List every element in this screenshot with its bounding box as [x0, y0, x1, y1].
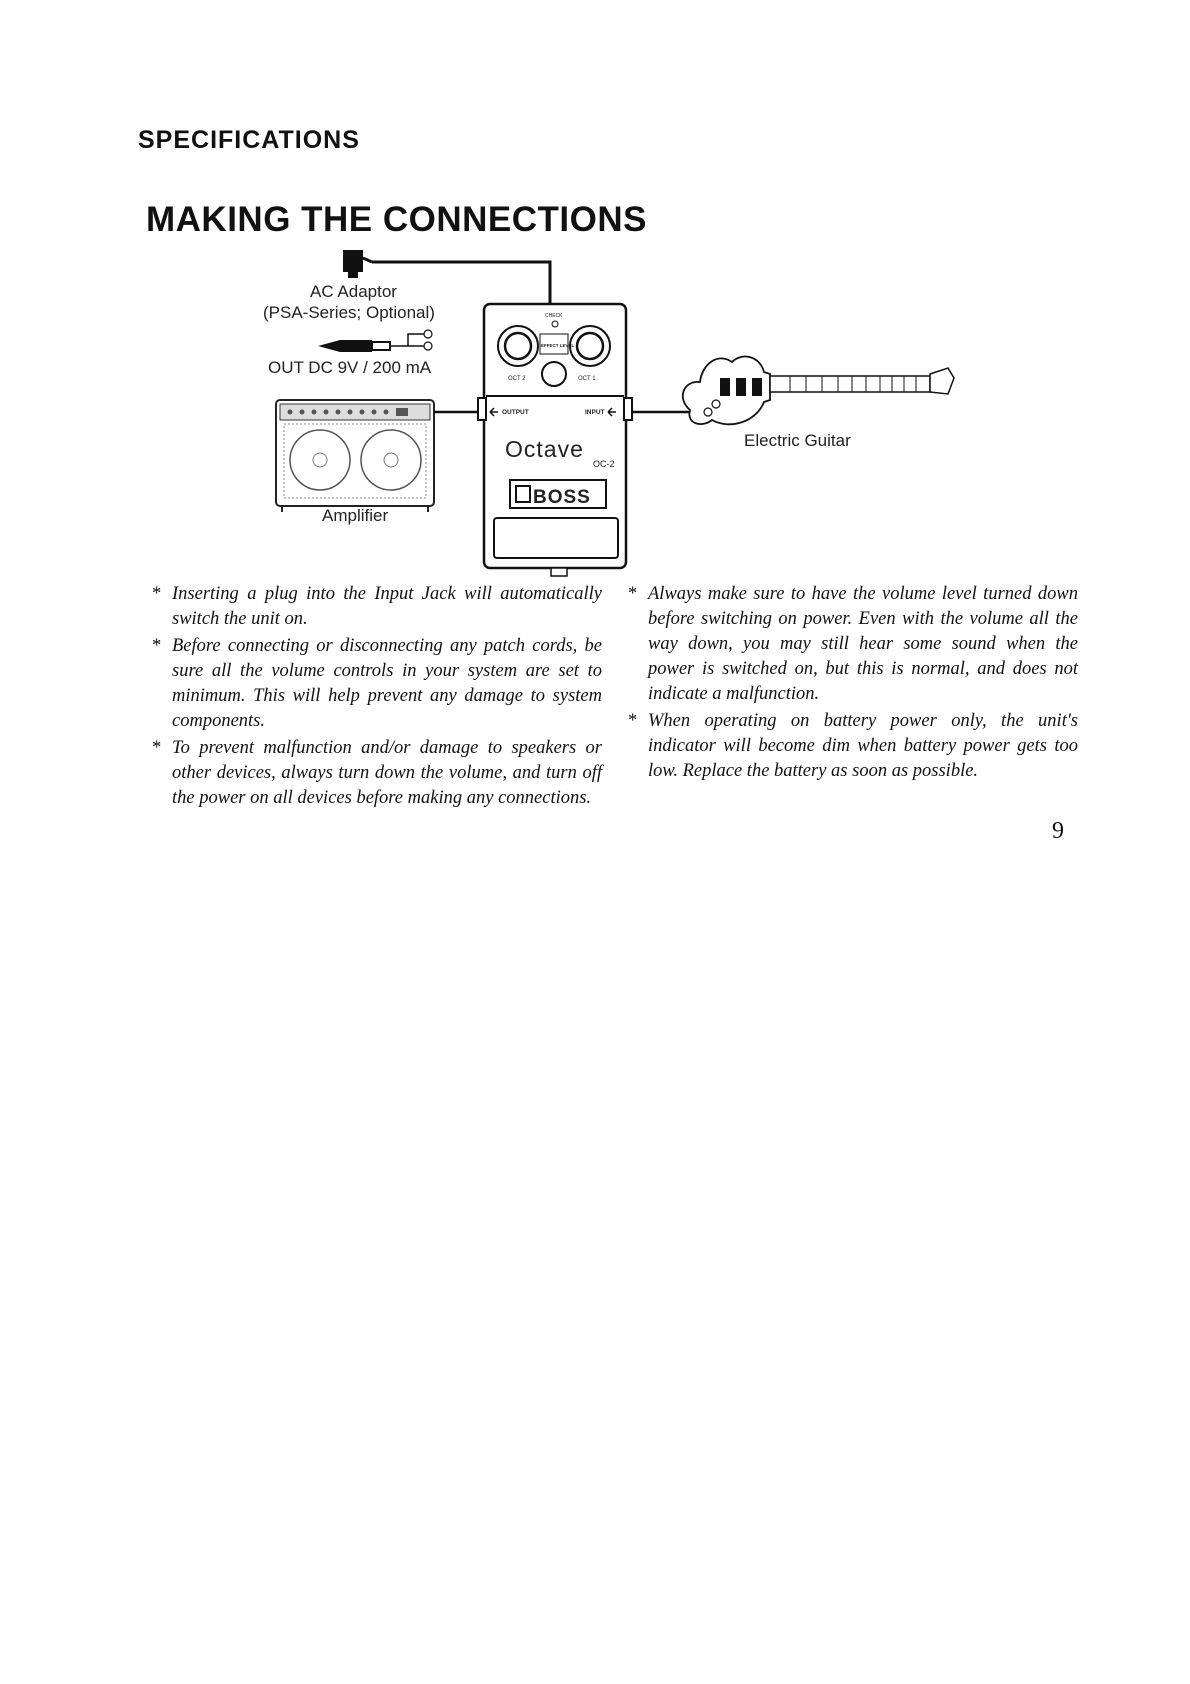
- footswitch[interactable]: [494, 518, 618, 558]
- effect-level-label: EFFECT LEVEL: [541, 343, 575, 348]
- pedal-name: Octave: [505, 436, 584, 462]
- oct1-label: OCT 1: [578, 376, 596, 382]
- adaptor-label: AC Adaptor: [310, 282, 397, 301]
- ac-adaptor-plug: [343, 250, 372, 278]
- section-title: SPECIFICATIONS: [138, 126, 360, 154]
- list-item: * Always make sure to have the volume level turned down before switching on power. Even with the volume all the way down, you may still hear some sound when the power is switched on, but this is normal, and does not indicate a malfunction.: [628, 582, 1078, 707]
- notes-right-list: [628, 582, 1078, 786]
- direct-knob[interactable]: [542, 362, 566, 386]
- page-title: MAKING THE CONNECTIONS: [146, 200, 647, 239]
- list-item: * Before connecting or disconnecting any patch cords, be sure all the volume controls in your system are set to minimum. This will help prevent any damage to system components.: [152, 634, 602, 734]
- input-label: INPUT: [585, 409, 605, 416]
- list-item: * To prevent malfunction and/or damage to speakers or other devices, always turn down the volume, and turn off the power on all devices before making any connections.: [152, 736, 602, 811]
- dc-plug: [318, 330, 432, 352]
- notes-left-list: [152, 582, 602, 813]
- list-item: * When operating on battery power only, the unit's indicator will become dim when battery power gets too low. Replace the battery as soon as possible.: [628, 709, 1078, 784]
- adaptor-series-label: (PSA-Series; Optional): [263, 303, 435, 322]
- power-cable: [372, 262, 550, 305]
- output-label: OUTPUT: [502, 409, 529, 416]
- connection-diagram: [0, 0, 1190, 600]
- octave-pedal: [478, 304, 632, 576]
- out-dc-label: OUT DC 9V / 200 mA: [268, 358, 432, 377]
- page-number: 9: [1052, 818, 1064, 844]
- electric-guitar: [683, 357, 954, 425]
- amplifier: [276, 400, 434, 512]
- brand-logo: BOSS: [533, 487, 591, 508]
- list-item: * Inserting a plug into the Input Jack will automatically switch the unit on.: [152, 582, 602, 632]
- amplifier-label: Amplifier: [322, 506, 389, 525]
- pedal-model: OC-2: [593, 459, 615, 469]
- guitar-label: Electric Guitar: [744, 431, 851, 450]
- check-label: CHECK: [545, 313, 563, 319]
- oct2-label: OCT 2: [508, 376, 526, 382]
